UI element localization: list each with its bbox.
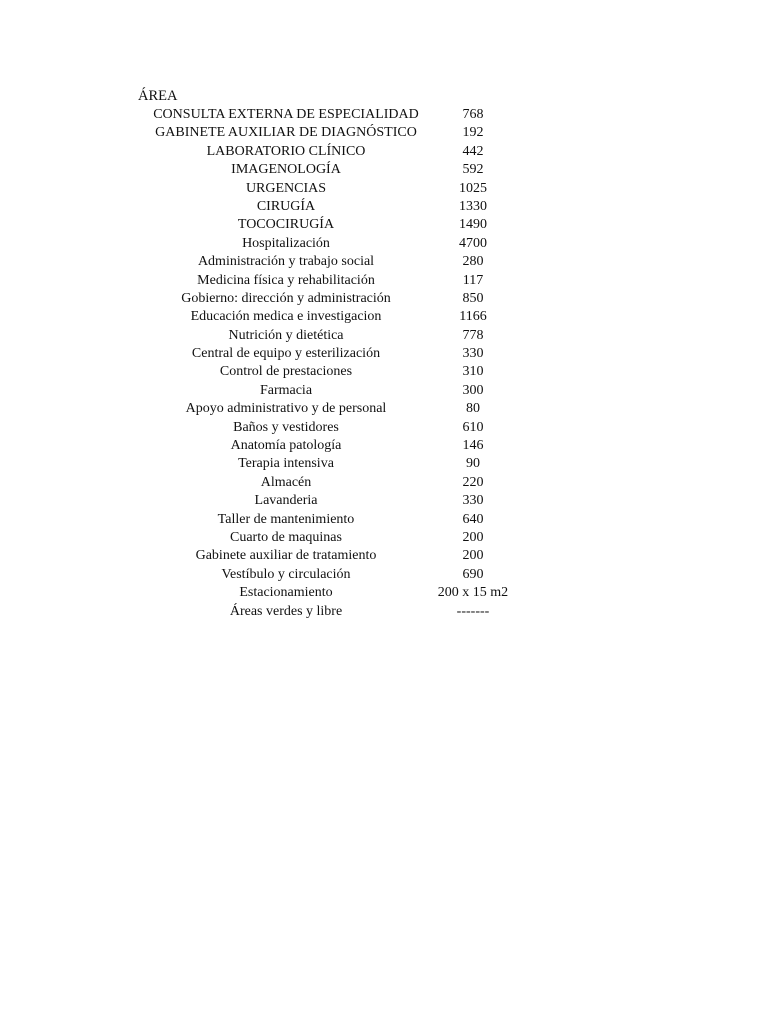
area-value: 200 x 15 m2 [437,585,509,601]
area-name: Apoyo administrativo y de personal [185,401,387,417]
area-name: Áreas verdes y libre [229,603,343,619]
table-row [0,106,768,124]
area-table [0,106,768,621]
area-name: Baños y vestidores [233,419,339,435]
area-name: Control de prestaciones [219,364,353,380]
area-name: Hospitalización [242,235,330,251]
area-name: Gobierno: dirección y administración [181,290,391,306]
area-name: Lavanderia [254,493,318,509]
table-row [0,180,768,198]
area-value: 220 [462,474,484,490]
area-name: Central de equipo y esterilización [191,346,381,362]
area-name: Administración y trabajo social [197,254,375,270]
table-row [0,511,768,529]
area-value: 117 [462,272,484,288]
area-name: Farmacia [259,382,313,398]
table-row [0,382,768,400]
area-value: 200 [462,548,484,564]
table-row [0,584,768,602]
area-name: Taller de mantenimiento [217,511,355,527]
table-row [0,474,768,492]
area-name: CONSULTA EXTERNA DE ESPECIALIDAD [153,107,419,122]
table-row [0,308,768,326]
table-row [0,124,768,142]
area-value: 1025 [459,180,487,196]
area-value: 690 [462,566,484,582]
area-name: Anatomía patología [230,438,342,454]
table-row [0,253,768,271]
area-value: 192 [462,125,484,141]
area-value: 1490 [459,217,487,233]
area-name: CIRUGÍA [256,198,316,214]
area-name: GABINETE AUXILIAR DE DIAGNÓSTICO [155,125,417,141]
table-row [0,198,768,216]
area-name: Medicina física y rehabilitación [197,272,375,288]
area-value: 90 [466,456,480,472]
area-value: 850 [462,290,484,306]
table-row [0,419,768,437]
area-name: IMAGENOLOGÍA [231,162,341,178]
area-name: Terapia intensiva [238,456,334,472]
table-row [0,345,768,363]
table-row [0,235,768,253]
area-value: 592 [462,162,484,178]
area-name: Estacionamiento [239,585,333,601]
table-row [0,529,768,547]
area-name: TOCOCIRUGÍA [237,217,335,233]
area-value: 330 [462,346,484,362]
table-row [0,363,768,381]
area-name: Almacén [260,474,312,490]
area-value: 300 [462,382,484,398]
area-value: 442 [462,143,484,159]
area-value: 1330 [459,198,487,214]
table-row [0,216,768,234]
area-name: Gabinete auxiliar de tratamiento [195,548,377,564]
area-value: 280 [462,254,484,270]
area-value: 310 [462,364,484,380]
table-row [0,547,768,565]
area-value: 146 [462,438,484,454]
table-row [0,161,768,179]
area-name: URGENCIAS [245,180,327,196]
table-row [0,566,768,584]
area-value: 610 [462,419,484,435]
table-row [0,272,768,290]
area-value: ------- [456,603,490,619]
table-row [0,603,768,621]
area-value: 640 [462,511,484,527]
area-name: Vestíbulo y circulación [221,566,351,582]
area-name: LABORATORIO CLÍNICO [206,143,366,159]
area-value: 1166 [459,309,487,325]
area-name: Nutrición y dietética [228,327,344,343]
area-value: 330 [462,493,484,509]
table-row [0,492,768,510]
area-value: 200 [462,529,484,545]
table-row [0,455,768,473]
table-row [0,290,768,308]
table-row [0,143,768,161]
area-value: 778 [462,327,484,343]
area-value: 4700 [459,235,487,251]
table-row [0,400,768,418]
table-row [0,327,768,345]
area-value: 80 [466,401,480,417]
area-name: Educación medica e investigacion [190,309,382,325]
table-row [0,437,768,455]
table-header: ÁREA [138,88,178,104]
area-name: Cuarto de maquinas [230,529,342,545]
area-value: 768 [462,107,484,122]
